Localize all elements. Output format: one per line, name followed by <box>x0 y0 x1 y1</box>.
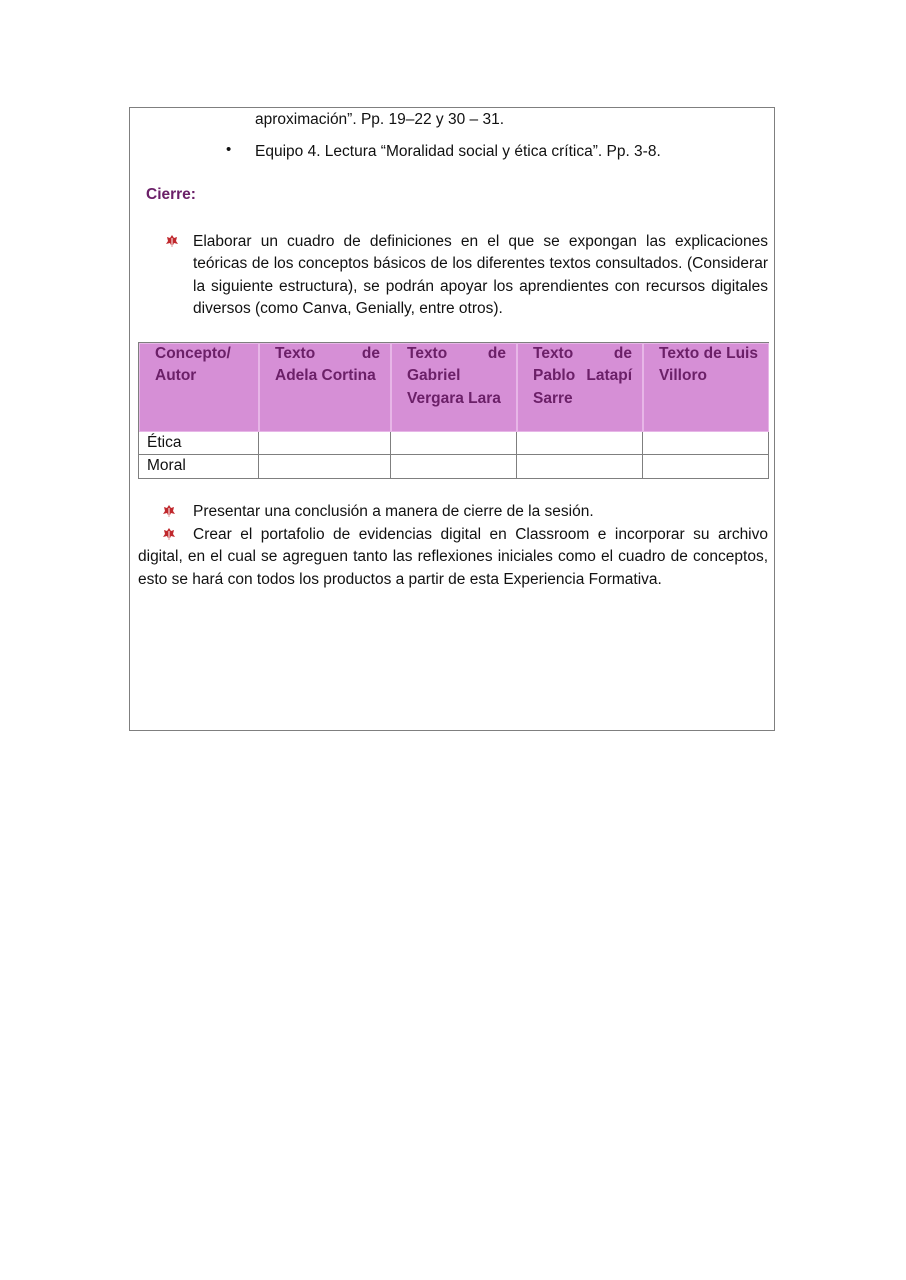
closing-item: Crear el portafolio de evidencias digital en Classroom e incorporar su archivo digital, en el cual se agreguen tanto las reflexiones iniciales como el cuadro de conceptos, esto se hará con todos los productos a partir de esta Experiencia Formativa. <box>138 526 768 588</box>
table-cell <box>391 432 517 455</box>
table-cell <box>517 432 643 455</box>
table-row <box>139 432 769 455</box>
table-cell <box>643 455 769 478</box>
table-header-cell: Texto de Luis Villoro <box>643 343 769 432</box>
table-cell: Ética <box>139 432 259 455</box>
table-header-cell: Texto de Adela Cortina <box>259 343 391 432</box>
table-cell: Moral <box>139 455 259 478</box>
closing-item: Presentar una conclusión a manera de cierre de la sesión. <box>193 503 594 520</box>
continuation-line: aproximación”. Pp. 19–22 y 30 – 31. <box>255 111 505 128</box>
table-cell <box>259 455 391 478</box>
definitions-table <box>138 342 769 479</box>
section-heading: Cierre: <box>146 186 196 203</box>
table-cell <box>259 432 391 455</box>
red-fleur-bullet-icon <box>165 234 179 248</box>
table-header-cell: Texto de Pablo Latapí Sarre <box>517 343 643 432</box>
table-cell <box>391 455 517 478</box>
table-header-row <box>139 343 769 432</box>
table-header-cell: Texto de Gabriel Vergara Lara <box>391 343 517 432</box>
red-fleur-bullet-icon <box>162 504 176 518</box>
table-row <box>139 455 769 478</box>
bullet-item: Equipo 4. Lectura “Moralidad social y ética crítica”. Pp. 3-8. <box>255 143 661 160</box>
table-cell <box>643 432 769 455</box>
bullet-dot: • <box>226 141 232 158</box>
instruction-paragraph: Elaborar un cuadro de definiciones en el que se expongan las explicaciones teóricas de los conceptos básicos de los diferentes textos consultados. (Considerar la siguiente estructura), se podrán apoyar los aprendientes con recursos digitales diversos (como Canva, Genially, entre otros). <box>193 233 768 318</box>
table-cell <box>517 455 643 478</box>
table-header-cell: Concepto/ Autor <box>139 343 259 432</box>
